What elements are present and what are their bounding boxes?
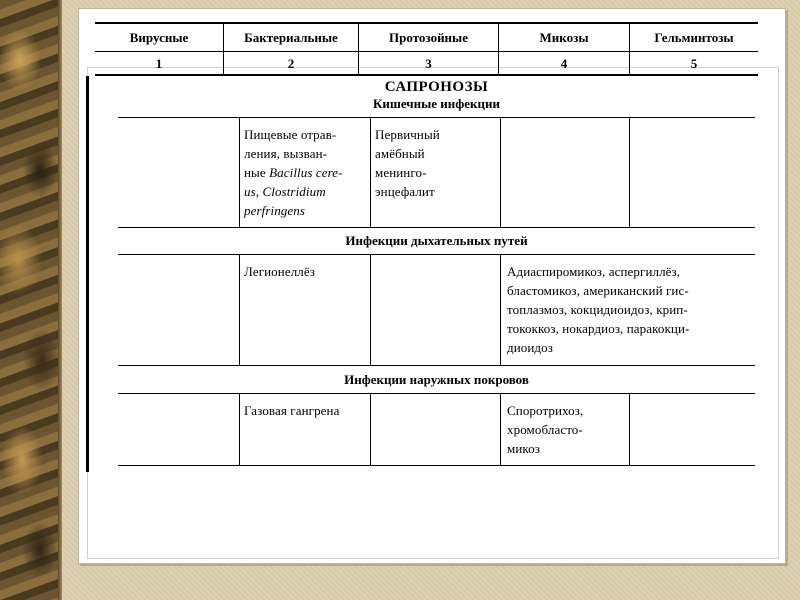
col-divider: [239, 118, 240, 227]
col-divider: [500, 394, 501, 465]
cell-line: микоз: [507, 441, 540, 456]
cell-line: диоидоз: [507, 340, 553, 355]
species-name: perfringens: [244, 203, 306, 218]
col-divider: [500, 255, 501, 365]
column-header-viral: Вирусные: [129, 30, 189, 45]
col-divider: [239, 394, 240, 465]
section-title-respiratory: Инфекции дыхательных путей: [345, 233, 528, 248]
cell-bacterial-intestinal: [244, 125, 368, 220]
species-name: us,: [244, 184, 263, 199]
group-title: САПРОНОЗЫ: [384, 79, 489, 95]
cell-line: амёбный: [375, 146, 425, 161]
column-number: 3: [425, 56, 432, 71]
col-divider: [500, 118, 501, 227]
col-divider: [629, 118, 630, 227]
cell-line: [244, 182, 368, 201]
cell-protozoal-intestinal: [375, 125, 497, 201]
col-divider: [370, 255, 371, 365]
cell-line: ления, вызван-: [244, 146, 328, 161]
header-separator: [95, 51, 758, 52]
section-title-integument: Инфекции наружных покровов: [344, 372, 529, 387]
section-rule: [118, 117, 755, 118]
table-bottom-rule: [118, 465, 755, 466]
cell-line: Первичный: [375, 127, 440, 142]
species-name: Clostridium: [262, 184, 326, 199]
col-divider: [629, 394, 630, 465]
cell-line: бластомикоз, американский гис-: [507, 283, 689, 298]
cell-line: [244, 163, 368, 182]
table-left-border: [86, 76, 89, 472]
cell-bacterial-respiratory: Легионеллёз: [244, 264, 315, 279]
cell-mycoses-respiratory: [507, 262, 755, 357]
species-name: Bacillus cere-: [269, 165, 343, 180]
cell-line: Споротрихоз,: [507, 403, 584, 418]
col-divider: [370, 394, 371, 465]
cell-line: хромобласто-: [507, 422, 583, 437]
col-divider: [370, 118, 371, 227]
section-rule: [118, 365, 755, 366]
section-rule: [118, 393, 755, 394]
column-header-helminth: Гельминтозы: [654, 30, 734, 45]
cell-line: топлазмоз, кокцидиоидоз, крип-: [507, 302, 688, 317]
header-bottom-rule: [95, 74, 758, 76]
table-top-rule: [95, 22, 758, 24]
column-header-bacterial: Бактериальные: [244, 30, 338, 45]
cell-bacterial-integument: Газовая гангрена: [244, 403, 340, 418]
cell-line: Пищевые отрав-: [244, 127, 337, 142]
column-number: 5: [690, 56, 698, 71]
section-rule: [118, 254, 755, 255]
column-number: 1: [155, 56, 163, 71]
column-number: 4: [560, 56, 568, 71]
column-header-protozoal: Протозойные: [389, 30, 468, 45]
decorative-marble-border: [0, 0, 62, 600]
cell-line: [244, 201, 368, 220]
section-rule: [118, 227, 755, 228]
col-divider: [239, 255, 240, 365]
cell-line: менинго-: [375, 165, 427, 180]
section-title-intestinal: Кишечные инфекции: [372, 96, 501, 111]
cell-line: тококкоз, нокардиоз, паракокци-: [507, 321, 690, 336]
column-header-mycoses: Микозы: [539, 30, 589, 45]
cell-text-part: ные: [244, 165, 270, 180]
cell-line: энцефалит: [375, 184, 435, 199]
cell-mycoses-integument: [507, 401, 627, 458]
column-number: 2: [287, 56, 295, 71]
cell-line: Адиаспиромикоз, аспергиллёз,: [507, 264, 681, 279]
